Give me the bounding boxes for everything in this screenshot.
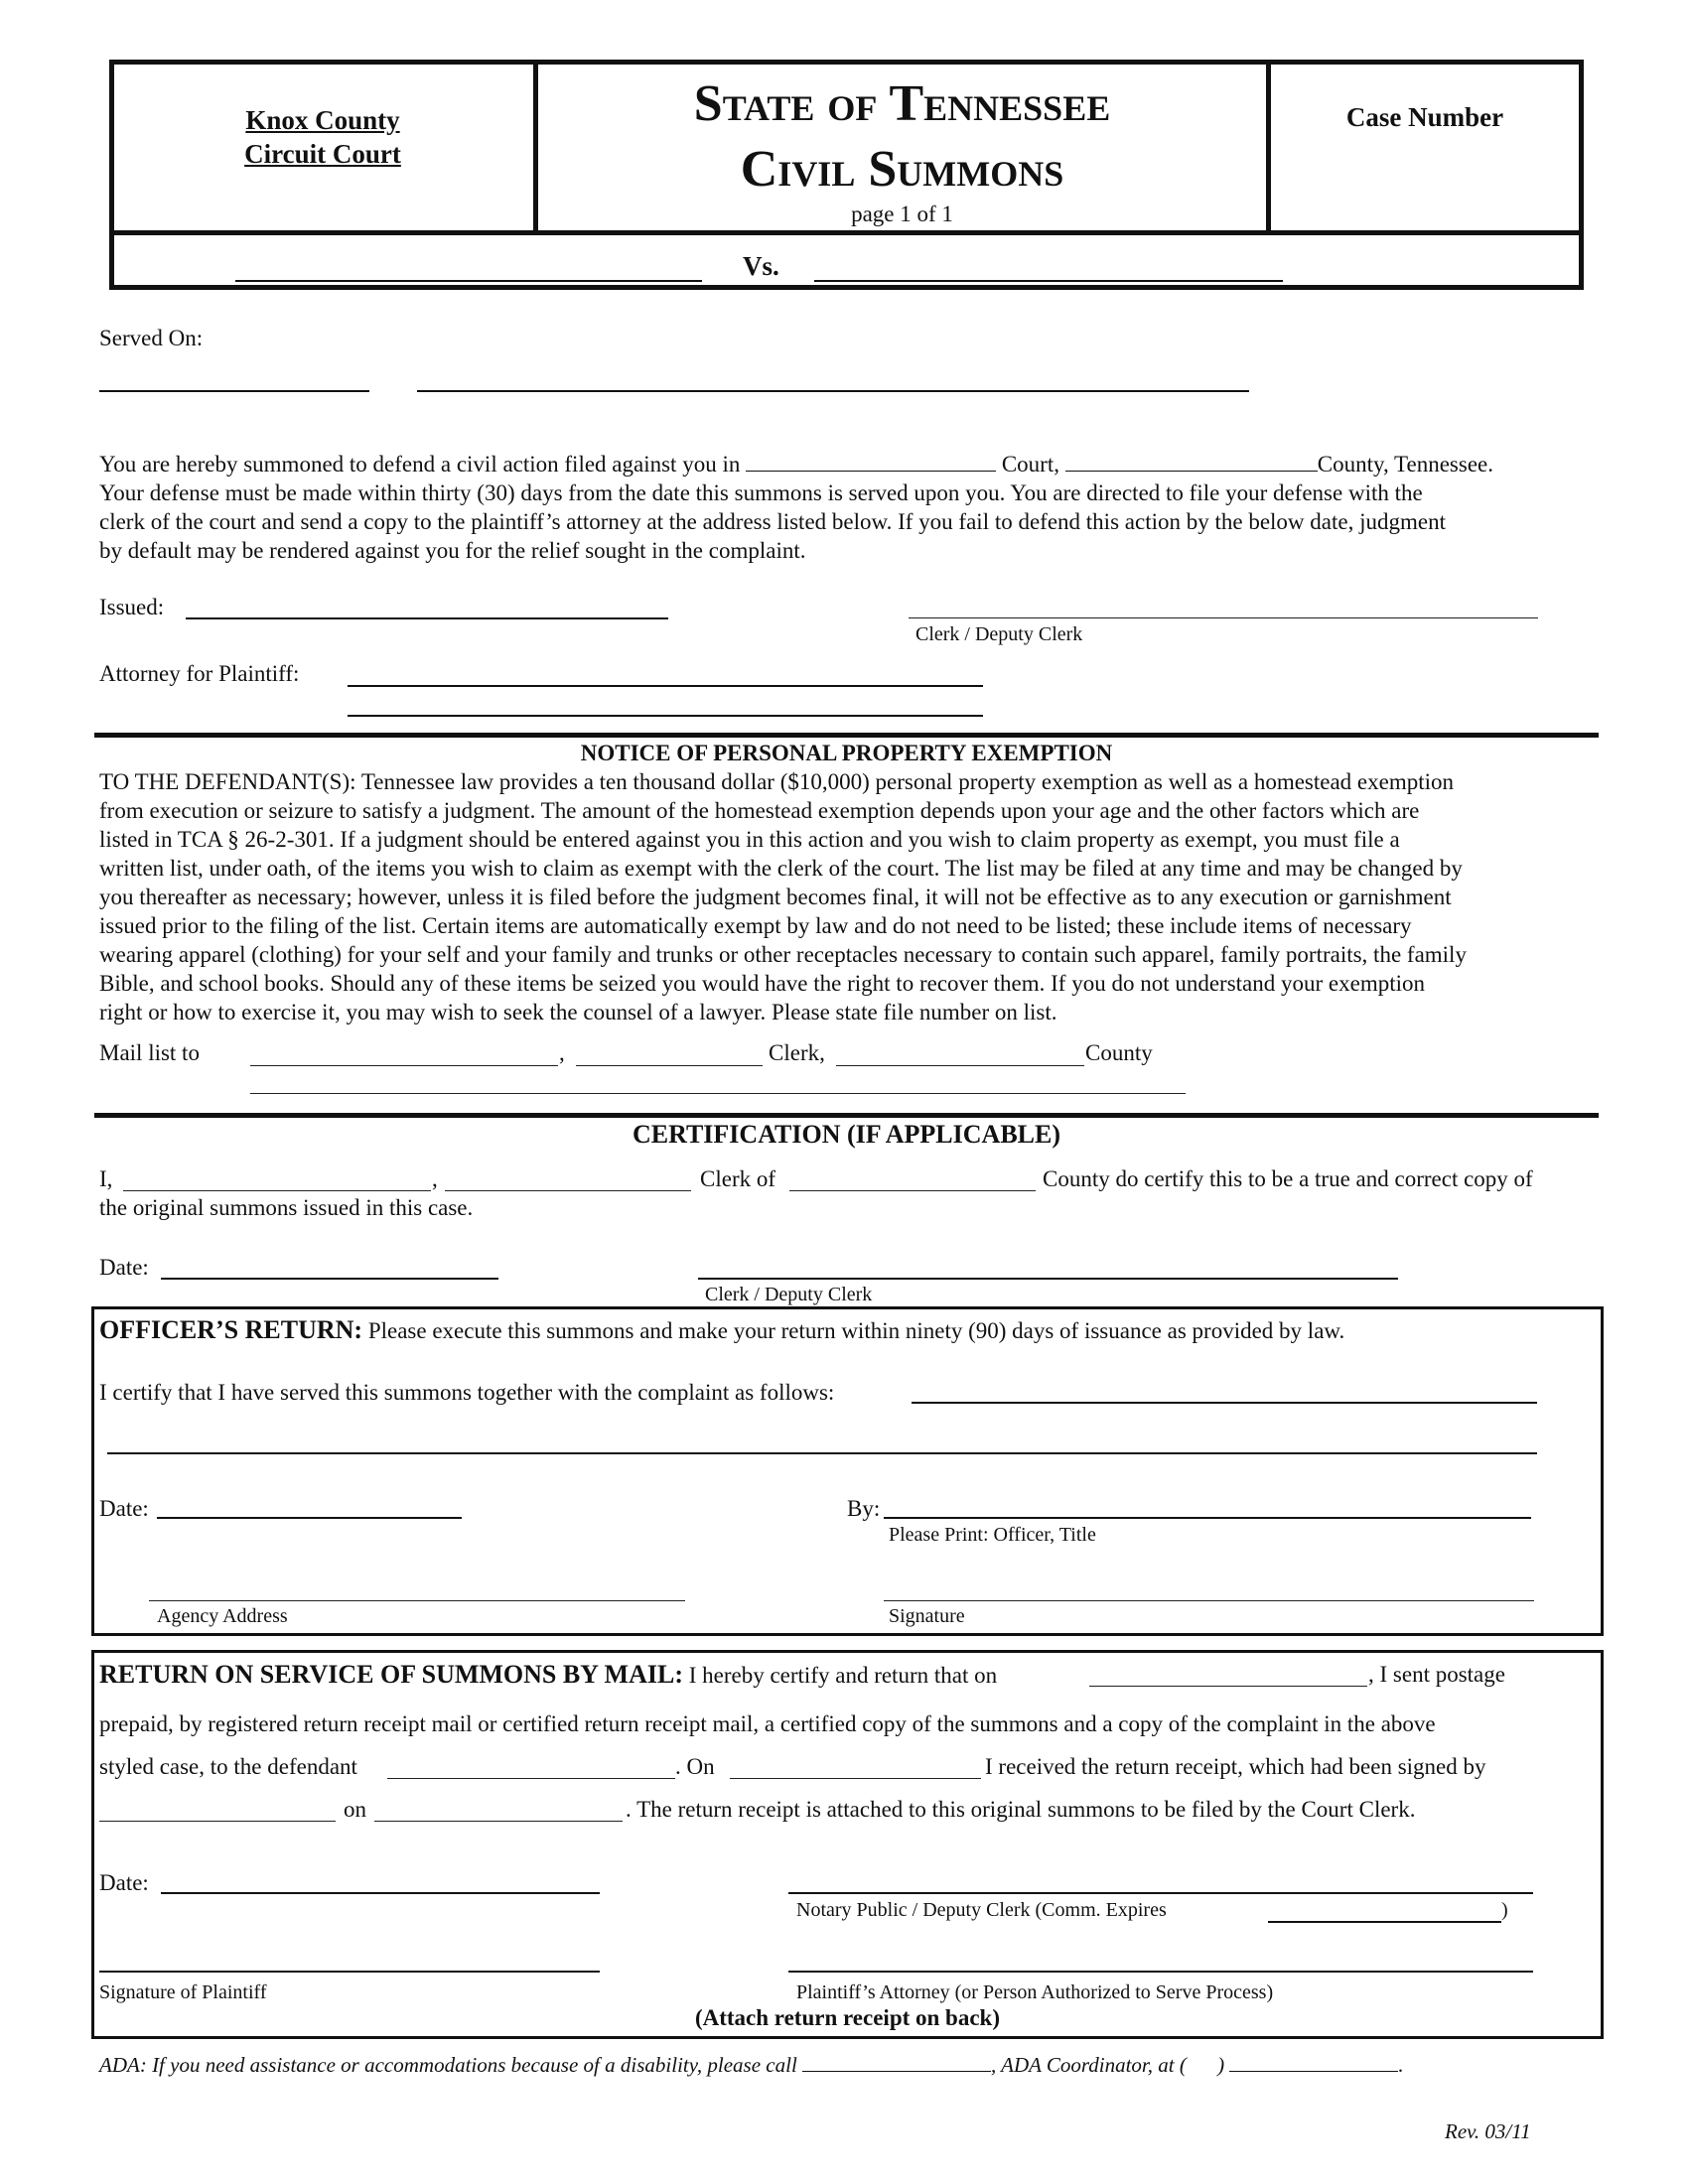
- cert-comma: ,: [432, 1166, 438, 1191]
- officer-signature-label: Signature: [889, 1605, 965, 1627]
- officer-name-field[interactable]: [884, 1517, 1531, 1519]
- served-on-label: Served On:: [99, 326, 204, 350]
- summons-line-1-text: You are hereby summoned to defend a civil action filed against you in: [99, 452, 741, 477]
- mail-list-comma: ,: [559, 1040, 565, 1065]
- court-line-1: Knox County: [245, 105, 400, 135]
- officer-service-field-1[interactable]: [912, 1402, 1537, 1404]
- revision-label: Rev. 03/11: [1445, 2119, 1531, 2143]
- mail-return-heading: RETURN ON SERVICE OF SUMMONS BY MAIL:: [99, 1660, 683, 1689]
- mail-date-sent-field[interactable]: [1089, 1686, 1367, 1687]
- ada-phone-field[interactable]: [802, 2053, 991, 2072]
- exemption-line: wearing apparel (clothing) for your self and your family and trunks or other receptacles necessary to contain such apparel, family portraits, the family: [99, 942, 1467, 967]
- cert-name-field[interactable]: [123, 1190, 431, 1191]
- page-indicator: page 1 of 1: [851, 202, 953, 226]
- mail-return-line-4-end: . The return receipt is attached to this original summons to be filed by the Court Clerk.: [626, 1797, 1416, 1822]
- mail-signed-date-field[interactable]: [374, 1821, 623, 1822]
- defendant-name-field[interactable]: [814, 280, 1283, 282]
- exemption-line: you thereafter as necessary; however, unless it is filed before the judgment becomes final, it will not be effective as to any execution or garnishment: [99, 885, 1452, 909]
- officer-return-box: [91, 1306, 1604, 1636]
- county-name-field[interactable]: [1065, 451, 1318, 472]
- officer-return-instruction: Please execute this summons and make your return within ninety (90) days of issuance as provided by law.: [367, 1318, 1345, 1343]
- summons-line-3: clerk of the court and send a copy to the plaintiff’s attorney at the address listed below. If you fail to defend this action by the below date, judgment: [99, 509, 1446, 534]
- officer-service-field-2[interactable]: [107, 1452, 1537, 1454]
- mail-return-text-1-end: , I sent postage: [1368, 1662, 1505, 1687]
- notary-signature-line[interactable]: [788, 1892, 1533, 1894]
- summons-paragraph: [99, 450, 1589, 565]
- plaintiff-signature-label: Signature of Plaintiff: [99, 1981, 267, 2003]
- clerk-label: Clerk / Deputy Clerk: [915, 623, 1083, 645]
- mail-return-line-4-on: on: [344, 1797, 366, 1822]
- vs-label: Vs.: [743, 251, 779, 281]
- agency-address-field[interactable]: [149, 1600, 685, 1601]
- form-title: [538, 71, 1266, 203]
- mail-list-label: Mail list to: [99, 1040, 200, 1065]
- county-tennessee-text: County, Tennessee.: [1317, 452, 1493, 477]
- header-inner-divider: [109, 230, 1584, 235]
- ada-notice: [99, 2051, 1404, 2080]
- officer-print-label: Please Print: Officer, Title: [889, 1524, 1096, 1546]
- ada-paren: ): [1217, 2053, 1225, 2077]
- exemption-line: written list, under oath, of the items you wish to claim as exempt with the clerk of the court. The list may be filed at any time and may be changed by: [99, 856, 1463, 881]
- court-name: [114, 103, 531, 171]
- mail-list-clerk-word: Clerk,: [769, 1040, 825, 1065]
- case-number-label: Case Number: [1345, 102, 1504, 132]
- exemption-line: right or how to exercise it, you may wish to seek the counsel of a lawyer. Please state file number on list.: [99, 1000, 1057, 1024]
- cert-date-label: Date:: [99, 1255, 149, 1280]
- clerk-signature-line[interactable]: [909, 617, 1538, 618]
- served-on-field-2[interactable]: [417, 390, 1249, 392]
- mail-return-text-1: I hereby certify and return that on: [688, 1663, 998, 1688]
- mail-return-line-1: [99, 1660, 997, 1690]
- plaintiff-attorney-label: Plaintiff’s Attorney (or Person Authorized to Serve Process): [796, 1981, 1274, 2003]
- served-on-field-1[interactable]: [99, 390, 369, 392]
- mail-return-line-3-start: styled case, to the defendant: [99, 1754, 357, 1779]
- officer-return-heading-row: [99, 1315, 1344, 1345]
- summons-line-4: by default may be rendered against you for the relief sought in the complaint.: [99, 538, 806, 563]
- ada-text-start: ADA: If you need assistance or accommodations because of a disability, please call: [99, 2053, 797, 2077]
- attorney-address-field[interactable]: [348, 715, 983, 717]
- ada-number-field[interactable]: [1229, 2053, 1398, 2072]
- issued-label: Issued:: [99, 595, 165, 619]
- cert-i-label: I,: [99, 1166, 113, 1191]
- attach-receipt-note: (Attach return receipt on back): [694, 2005, 1001, 2030]
- mail-date-label: Date:: [99, 1870, 149, 1895]
- attorney-name-field[interactable]: [348, 685, 983, 687]
- summons-line-1: [99, 450, 1589, 478]
- plaintiff-signature-line[interactable]: [99, 1971, 600, 1973]
- exemption-line: Bible, and school books. Should any of these items be seized you would have the right to recover them. If you do not understand your exemption: [99, 971, 1425, 996]
- title-line-1: State of Tennessee: [693, 75, 1111, 132]
- mail-list-address-field[interactable]: [250, 1093, 1186, 1094]
- officer-date-field[interactable]: [157, 1517, 462, 1519]
- court-line-2: Circuit Court: [244, 139, 401, 169]
- mail-list-clerk-field[interactable]: [576, 1065, 763, 1066]
- cert-title-field[interactable]: [445, 1190, 691, 1191]
- exemption-heading: NOTICE OF PERSONAL PROPERTY EXEMPTION: [580, 741, 1113, 765]
- cert-clerk-label: Clerk / Deputy Clerk: [705, 1284, 873, 1305]
- officer-date-label: Date:: [99, 1496, 149, 1521]
- summons-line-2: Your defense must be made within thirty (30) days from the date this summons is served upon you. You are directed to file your defense with the: [99, 480, 1423, 505]
- ada-text-end: .: [1398, 2053, 1404, 2077]
- exemption-line: issued prior to the filing of the list. Certain items are automatically exempt by law and do not need to be listed; these include items of necessary: [99, 913, 1412, 938]
- attorney-label: Attorney for Plaintiff:: [99, 661, 300, 686]
- court-word: Court,: [1001, 452, 1059, 477]
- mail-return-line-2: prepaid, by registered return receipt mail or certified return receipt mail, a certified copy of the summons and a copy of the complaint in the above: [99, 1711, 1436, 1736]
- mail-defendant-field[interactable]: [387, 1778, 675, 1779]
- mail-date-field[interactable]: [161, 1892, 600, 1894]
- officer-by-label: By:: [847, 1496, 881, 1521]
- notary-expires-field[interactable]: [1268, 1921, 1501, 1923]
- mail-receipt-date-field[interactable]: [730, 1778, 981, 1779]
- exemption-rule: [94, 733, 1599, 738]
- exemption-line: from execution or seizure to satisfy a judgment. The amount of the homestead exemption depends upon your age and the other factors which are: [99, 798, 1420, 823]
- mail-return-line-3-on: . On: [675, 1754, 715, 1779]
- cert-county-field[interactable]: [789, 1190, 1036, 1191]
- ada-text-mid: , ADA Coordinator, at (: [991, 2053, 1187, 2077]
- officer-certify-text: I certify that I have served this summons together with the complaint as follows:: [99, 1380, 835, 1405]
- officer-signature-field[interactable]: [884, 1600, 1534, 1601]
- mail-list-name-field[interactable]: [250, 1065, 558, 1066]
- cert-clerk-signature-line[interactable]: [698, 1278, 1398, 1280]
- mail-return-line-3-end: I received the return receipt, which had been signed by: [985, 1754, 1486, 1779]
- cert-date-field[interactable]: [161, 1278, 498, 1280]
- certification-heading: CERTIFICATION (IF APPLICABLE): [632, 1120, 1061, 1149]
- mail-list-county-word: County: [1085, 1040, 1153, 1065]
- title-line-2: Civil Summons: [740, 141, 1064, 198]
- notary-label: Notary Public / Deputy Clerk (Comm. Expires: [796, 1899, 1167, 1921]
- issued-date-field[interactable]: [186, 617, 668, 619]
- agency-address-label: Agency Address: [157, 1605, 288, 1627]
- cert-clerk-of: Clerk of: [700, 1166, 776, 1191]
- plaintiff-attorney-signature-line[interactable]: [788, 1971, 1533, 1973]
- notary-close-paren: ): [1501, 1899, 1508, 1921]
- court-name-field[interactable]: [746, 451, 996, 472]
- exemption-line: TO THE DEFENDANT(S): Tennessee law provides a ten thousand dollar ($10,000) personal property exemption as well as a homestead exemption: [99, 769, 1455, 794]
- exemption-line: listed in TCA § 26-2-301. If a judgment should be entered against you in this action and you wish to claim property as exempt, you must file a: [99, 827, 1400, 852]
- exemption-text: [99, 767, 1599, 1026]
- cert-certify-text: County do certify this to be a true and correct copy of: [1043, 1166, 1533, 1191]
- officer-return-heading: OFFICER’S RETURN:: [99, 1315, 363, 1344]
- certification-rule: [94, 1113, 1599, 1118]
- plaintiff-name-field[interactable]: [235, 280, 702, 282]
- mail-signer-field[interactable]: [99, 1821, 336, 1822]
- cert-line-2: the original summons issued in this case.: [99, 1195, 474, 1220]
- mail-list-county-field[interactable]: [836, 1065, 1084, 1066]
- header-col-divider-2: [1266, 60, 1271, 233]
